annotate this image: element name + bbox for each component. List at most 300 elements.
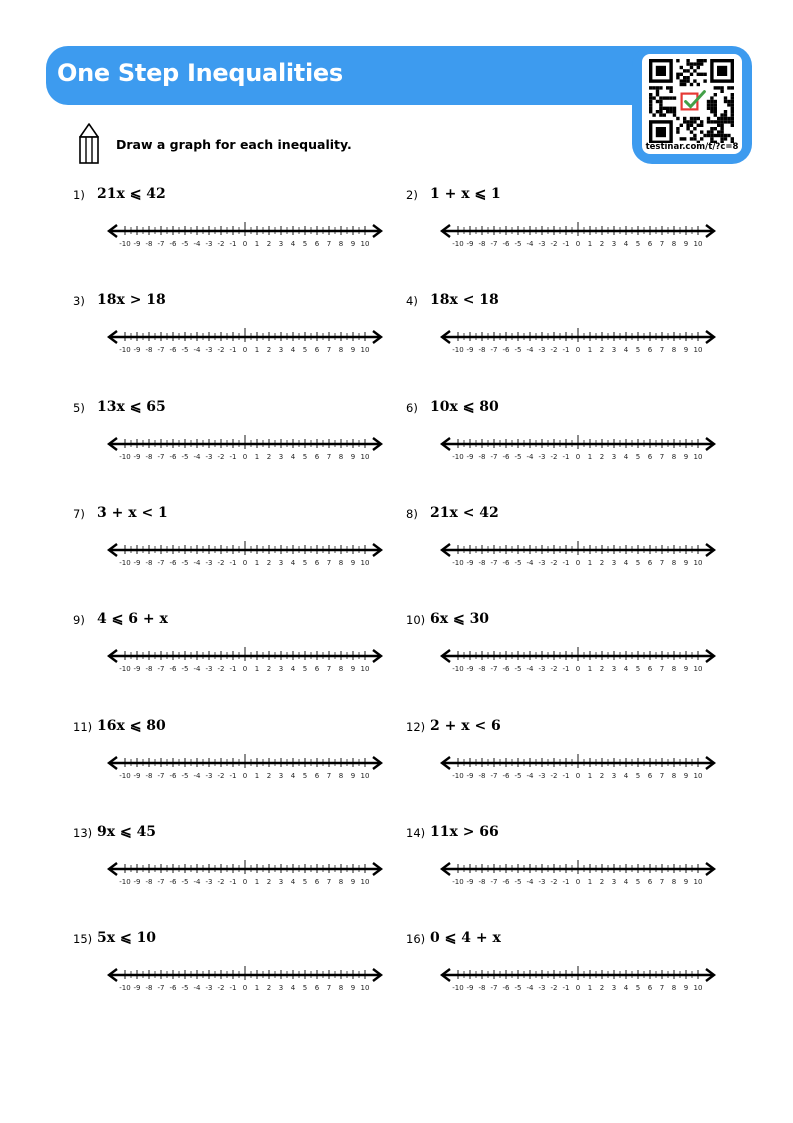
tick-label: 8 bbox=[338, 240, 344, 248]
tick-label: -4 bbox=[526, 240, 534, 248]
qr-module bbox=[683, 83, 686, 86]
qr-module bbox=[683, 69, 686, 72]
tick-label: 7 bbox=[659, 665, 665, 674]
tick-label: 10 bbox=[360, 665, 370, 674]
tick-label: -2 bbox=[550, 984, 558, 993]
tick-label: 1 bbox=[587, 771, 593, 780]
tick-label: 2 bbox=[266, 346, 272, 355]
tick-label: 7 bbox=[659, 240, 665, 248]
tick-label: -5 bbox=[181, 665, 189, 674]
qr-module bbox=[731, 124, 734, 127]
qr-module bbox=[731, 93, 734, 96]
problem-item bbox=[406, 717, 706, 810]
qr-module bbox=[666, 96, 669, 99]
number-line[interactable] bbox=[106, 744, 384, 784]
tick-label: 6 bbox=[647, 452, 653, 461]
qr-module bbox=[652, 113, 655, 116]
tick-label: 5 bbox=[635, 771, 641, 780]
tick-label: 7 bbox=[659, 984, 665, 993]
inequality-expression: 11x > 66 bbox=[430, 823, 499, 840]
tick-label: 0 bbox=[242, 240, 248, 248]
qr-module bbox=[690, 62, 693, 65]
qr-module bbox=[690, 66, 693, 69]
qr-module bbox=[714, 93, 717, 96]
tick-label: -5 bbox=[514, 665, 522, 674]
tick-label: 10 bbox=[360, 558, 370, 567]
tick-label: -2 bbox=[217, 984, 225, 993]
tick-label: 1 bbox=[587, 240, 593, 248]
tick-label: -4 bbox=[526, 771, 534, 780]
qr-module bbox=[683, 137, 686, 140]
qr-module bbox=[697, 73, 700, 76]
tick-label: -6 bbox=[502, 877, 510, 886]
number-line[interactable] bbox=[106, 531, 384, 571]
tick-label: 4 bbox=[623, 452, 629, 461]
qr-module bbox=[683, 76, 686, 79]
qr-module bbox=[669, 96, 672, 99]
number-line[interactable] bbox=[439, 850, 717, 890]
tick-label: -9 bbox=[133, 346, 141, 355]
tick-label: -6 bbox=[502, 771, 510, 780]
tick-label: -1 bbox=[229, 558, 237, 567]
tick-label: -7 bbox=[157, 558, 165, 567]
inequality-expression: 1 + x ⩽ 1 bbox=[430, 186, 501, 202]
tick-label: -9 bbox=[133, 240, 141, 248]
problem-number: 10) bbox=[406, 613, 426, 628]
tick-label: 2 bbox=[599, 877, 605, 886]
qr-module bbox=[676, 117, 679, 120]
tick-label: -5 bbox=[181, 452, 189, 461]
tick-label: -6 bbox=[169, 346, 177, 355]
tick-label: -9 bbox=[466, 984, 474, 993]
tick-label: 7 bbox=[326, 558, 332, 567]
tick-label: 8 bbox=[671, 771, 677, 780]
tick-label: -2 bbox=[217, 771, 225, 780]
tick-label: 4 bbox=[290, 771, 296, 780]
tick-label: 2 bbox=[599, 665, 605, 674]
tick-label: -5 bbox=[514, 771, 522, 780]
tick-label: 5 bbox=[635, 240, 641, 248]
qr-module bbox=[731, 120, 734, 123]
tick-label: -4 bbox=[193, 984, 201, 993]
tick-label: 5 bbox=[302, 452, 308, 461]
tick-label: 10 bbox=[693, 240, 703, 248]
qr-module bbox=[686, 127, 689, 130]
tick-label: 6 bbox=[314, 452, 320, 461]
tick-label: -7 bbox=[490, 452, 498, 461]
qr-module bbox=[676, 127, 679, 130]
tick-label: -7 bbox=[157, 877, 165, 886]
qr-module bbox=[673, 110, 676, 113]
tick-label: -10 bbox=[119, 665, 131, 674]
qr-module bbox=[680, 73, 683, 76]
tick-label: 4 bbox=[290, 452, 296, 461]
tick-label: -4 bbox=[193, 877, 201, 886]
qr-module bbox=[652, 96, 655, 99]
qr-module bbox=[697, 124, 700, 127]
tick-label: 5 bbox=[302, 346, 308, 355]
qr-module bbox=[700, 137, 703, 140]
number-line[interactable] bbox=[106, 318, 384, 358]
tick-label: 8 bbox=[338, 665, 344, 674]
tick-label: -8 bbox=[145, 984, 153, 993]
tick-label: -9 bbox=[466, 771, 474, 780]
tick-label: -1 bbox=[229, 771, 237, 780]
tick-label: -7 bbox=[490, 240, 498, 248]
qr-module bbox=[724, 120, 727, 123]
tick-label: 0 bbox=[575, 346, 581, 355]
tick-label: -10 bbox=[452, 558, 464, 567]
number-line[interactable] bbox=[439, 318, 717, 358]
tick-label: -7 bbox=[490, 771, 498, 780]
problem-number: 12) bbox=[406, 719, 426, 734]
qr-module bbox=[690, 124, 693, 127]
qr-module bbox=[724, 100, 727, 103]
qr-module bbox=[710, 96, 713, 99]
number-line[interactable] bbox=[106, 956, 384, 996]
tick-label: -1 bbox=[562, 984, 570, 993]
qr-module bbox=[720, 137, 723, 140]
tick-label: -6 bbox=[502, 665, 510, 674]
qr-module bbox=[727, 100, 730, 103]
problem-item bbox=[406, 504, 706, 597]
qr-module bbox=[697, 59, 700, 62]
qr-url[interactable]: testinar.com/t/?c=8 bbox=[645, 142, 739, 152]
tick-label: -7 bbox=[157, 665, 165, 674]
tick-label: -8 bbox=[478, 346, 486, 355]
tick-label: 4 bbox=[623, 346, 629, 355]
tick-label: -2 bbox=[550, 558, 558, 567]
qr-module bbox=[710, 103, 713, 106]
tick-label: -1 bbox=[562, 240, 570, 248]
tick-label: -5 bbox=[514, 877, 522, 886]
tick-label: 9 bbox=[350, 984, 356, 993]
tick-label: 7 bbox=[326, 877, 332, 886]
qr-module bbox=[724, 96, 727, 99]
tick-label: -9 bbox=[466, 346, 474, 355]
problem-item bbox=[406, 294, 706, 384]
tick-label: -5 bbox=[181, 877, 189, 886]
qr-module bbox=[690, 73, 693, 76]
tick-label: 7 bbox=[326, 771, 332, 780]
tick-label: -1 bbox=[562, 665, 570, 674]
qr-module bbox=[714, 103, 717, 106]
tick-label: 9 bbox=[683, 877, 689, 886]
qr-module bbox=[710, 107, 713, 110]
qr-module bbox=[707, 100, 710, 103]
tick-label: -2 bbox=[217, 240, 225, 248]
tick-label: 6 bbox=[314, 877, 320, 886]
tick-label: 0 bbox=[575, 240, 581, 248]
tick-label: 3 bbox=[611, 771, 617, 780]
number-line[interactable] bbox=[106, 425, 384, 465]
qr-module bbox=[707, 103, 710, 106]
qr-module bbox=[683, 79, 686, 82]
qr-module bbox=[652, 86, 655, 89]
tick-label: 10 bbox=[693, 665, 703, 674]
tick-label: -1 bbox=[229, 984, 237, 993]
tick-label: -8 bbox=[478, 240, 486, 248]
tick-label: -3 bbox=[538, 452, 546, 461]
inequality-expression: 6x ⩽ 30 bbox=[430, 611, 490, 628]
tick-label: 4 bbox=[623, 877, 629, 886]
qr-code-icon[interactable] bbox=[649, 59, 735, 143]
tick-label: 10 bbox=[360, 984, 370, 993]
qr-module bbox=[707, 134, 710, 137]
tick-label: 0 bbox=[575, 984, 581, 993]
qr-module bbox=[717, 134, 720, 137]
tick-label: -10 bbox=[119, 346, 131, 355]
qr-module bbox=[727, 120, 730, 123]
tick-label: -5 bbox=[514, 984, 522, 993]
tick-label: 5 bbox=[635, 452, 641, 461]
tick-label: -8 bbox=[478, 771, 486, 780]
problem-number: 1) bbox=[73, 188, 85, 202]
qr-module bbox=[697, 117, 700, 120]
qr-card bbox=[642, 54, 742, 154]
tick-label: 9 bbox=[350, 452, 356, 461]
qr-module bbox=[693, 127, 696, 130]
tick-label: -3 bbox=[538, 346, 546, 355]
tick-label: 9 bbox=[683, 558, 689, 567]
qr-module bbox=[659, 107, 662, 110]
problem-number: 2) bbox=[406, 188, 418, 202]
tick-label: -10 bbox=[452, 452, 464, 461]
qr-module bbox=[693, 134, 696, 137]
tick-label: 7 bbox=[326, 452, 332, 461]
qr-module bbox=[720, 127, 723, 130]
tick-label: 2 bbox=[599, 771, 605, 780]
tick-label: 7 bbox=[659, 877, 665, 886]
qr-module bbox=[714, 110, 717, 113]
tick-label: 3 bbox=[278, 240, 284, 248]
qr-module bbox=[720, 117, 723, 120]
tick-label: -5 bbox=[181, 984, 189, 993]
problem-item bbox=[73, 398, 373, 491]
problem-number: 4) bbox=[406, 294, 418, 309]
tick-label: -9 bbox=[466, 240, 474, 248]
qr-module bbox=[731, 117, 734, 120]
tick-label: -6 bbox=[169, 877, 177, 886]
tick-label: 8 bbox=[671, 558, 677, 567]
tick-label: 7 bbox=[326, 240, 332, 248]
qr-module bbox=[693, 69, 696, 72]
tick-label: 5 bbox=[635, 558, 641, 567]
tick-label: 3 bbox=[278, 452, 284, 461]
tick-label: -5 bbox=[514, 346, 522, 355]
tick-label: 0 bbox=[575, 877, 581, 886]
number-line[interactable] bbox=[439, 212, 717, 252]
number-line[interactable] bbox=[439, 531, 717, 571]
tick-label: 2 bbox=[599, 346, 605, 355]
tick-label: -10 bbox=[452, 665, 464, 674]
tick-label: 9 bbox=[683, 984, 689, 993]
qr-module bbox=[693, 117, 696, 120]
tick-label: -6 bbox=[502, 452, 510, 461]
tick-label: -7 bbox=[157, 240, 165, 248]
qr-module bbox=[717, 86, 720, 89]
qr-module bbox=[686, 69, 689, 72]
tick-label: -4 bbox=[193, 665, 201, 674]
qr-module bbox=[693, 137, 696, 140]
number-line[interactable] bbox=[106, 637, 384, 677]
qr-module bbox=[714, 107, 717, 110]
tick-label: 4 bbox=[290, 665, 296, 674]
tick-label: -9 bbox=[133, 877, 141, 886]
tick-label: 3 bbox=[611, 984, 617, 993]
tick-label: 5 bbox=[302, 558, 308, 567]
number-line[interactable] bbox=[106, 212, 384, 252]
tick-label: -2 bbox=[217, 346, 225, 355]
qr-module bbox=[724, 110, 727, 113]
tick-label: -1 bbox=[229, 346, 237, 355]
inequality-expression: 2 + x < 6 bbox=[430, 717, 501, 734]
qr-module bbox=[731, 103, 734, 106]
tick-label: 5 bbox=[635, 665, 641, 674]
tick-label: -8 bbox=[478, 452, 486, 461]
tick-label: 2 bbox=[266, 665, 272, 674]
problem-number: 8) bbox=[406, 506, 418, 521]
tick-label: -7 bbox=[157, 984, 165, 993]
tick-label: -3 bbox=[205, 452, 213, 461]
tick-label: 6 bbox=[647, 558, 653, 567]
tick-label: 3 bbox=[278, 346, 284, 355]
tick-label: 3 bbox=[278, 877, 284, 886]
tick-label: 0 bbox=[242, 771, 248, 780]
qr-module bbox=[663, 107, 666, 110]
problem-item bbox=[406, 398, 706, 491]
tick-label: -5 bbox=[181, 346, 189, 355]
tick-label: -8 bbox=[145, 771, 153, 780]
number-line[interactable] bbox=[106, 850, 384, 890]
problem-number: 14) bbox=[406, 825, 426, 840]
tick-label: 9 bbox=[350, 558, 356, 567]
tick-label: 0 bbox=[242, 984, 248, 993]
tick-label: 5 bbox=[302, 665, 308, 674]
tick-label: 7 bbox=[326, 984, 332, 993]
tick-label: -7 bbox=[157, 452, 165, 461]
number-line[interactable] bbox=[439, 637, 717, 677]
qr-module bbox=[690, 117, 693, 120]
tick-label: -9 bbox=[133, 665, 141, 674]
qr-module bbox=[676, 76, 679, 79]
problem-item bbox=[406, 932, 706, 1022]
tick-label: 5 bbox=[635, 346, 641, 355]
qr-module bbox=[680, 124, 683, 127]
tick-label: 1 bbox=[254, 665, 260, 674]
qr-module bbox=[724, 113, 727, 116]
tick-label: -3 bbox=[205, 665, 213, 674]
number-line[interactable] bbox=[439, 956, 717, 996]
qr-module bbox=[717, 117, 720, 120]
tick-label: -8 bbox=[145, 665, 153, 674]
tick-label: 3 bbox=[611, 665, 617, 674]
number-line[interactable] bbox=[439, 425, 717, 465]
qr-module bbox=[666, 86, 669, 89]
qr-module bbox=[659, 100, 662, 103]
tick-label: 8 bbox=[671, 240, 677, 248]
tick-label: 3 bbox=[611, 240, 617, 248]
tick-label: 0 bbox=[242, 877, 248, 886]
tick-label: 9 bbox=[683, 771, 689, 780]
qr-module bbox=[710, 110, 713, 113]
tick-label: 7 bbox=[659, 771, 665, 780]
tick-label: -7 bbox=[157, 771, 165, 780]
tick-label: 9 bbox=[683, 346, 689, 355]
tick-label: -6 bbox=[169, 984, 177, 993]
qr-module bbox=[710, 100, 713, 103]
qr-module bbox=[669, 86, 672, 89]
qr-module bbox=[673, 113, 676, 116]
tick-label: 4 bbox=[623, 665, 629, 674]
tick-label: 4 bbox=[290, 984, 296, 993]
tick-label: 4 bbox=[290, 877, 296, 886]
qr-module bbox=[717, 130, 720, 133]
qr-module bbox=[690, 120, 693, 123]
tick-label: -4 bbox=[193, 558, 201, 567]
qr-module bbox=[690, 137, 693, 140]
tick-label: 10 bbox=[360, 240, 370, 248]
tick-label: 4 bbox=[290, 558, 296, 567]
tick-label: -10 bbox=[452, 877, 464, 886]
qr-module bbox=[710, 137, 713, 140]
tick-label: -10 bbox=[452, 771, 464, 780]
tick-label: -1 bbox=[562, 452, 570, 461]
tick-label: -2 bbox=[550, 346, 558, 355]
tick-label: 0 bbox=[242, 665, 248, 674]
tick-label: -9 bbox=[133, 984, 141, 993]
tick-label: 2 bbox=[266, 452, 272, 461]
tick-label: 0 bbox=[575, 558, 581, 567]
problem-number: 11) bbox=[73, 719, 93, 734]
qr-module bbox=[731, 96, 734, 99]
tick-label: 10 bbox=[693, 558, 703, 567]
qr-module bbox=[669, 110, 672, 113]
tick-label: -6 bbox=[502, 346, 510, 355]
tick-label: 6 bbox=[647, 346, 653, 355]
problem-item bbox=[73, 294, 373, 384]
instructions: Draw a graph for each inequality. bbox=[116, 137, 352, 152]
inequality-expression: 10x ⩽ 80 bbox=[430, 398, 499, 415]
tick-label: -10 bbox=[119, 984, 131, 993]
tick-label: 2 bbox=[599, 452, 605, 461]
qr-module bbox=[714, 100, 717, 103]
qr-module bbox=[710, 120, 713, 123]
qr-module bbox=[724, 117, 727, 120]
tick-label: -6 bbox=[169, 665, 177, 674]
inequality-expression: 0 ⩽ 4 + x bbox=[430, 930, 501, 947]
problem-item bbox=[73, 613, 373, 703]
tick-label: 1 bbox=[254, 240, 260, 248]
qr-module bbox=[731, 110, 734, 113]
qr-module bbox=[720, 120, 723, 123]
tick-label: -5 bbox=[514, 452, 522, 461]
tick-label: 3 bbox=[278, 771, 284, 780]
qr-module bbox=[710, 130, 713, 133]
qr-module bbox=[717, 124, 720, 127]
tick-label: -9 bbox=[133, 771, 141, 780]
number-line[interactable] bbox=[439, 744, 717, 784]
tick-label: -3 bbox=[538, 665, 546, 674]
tick-label: 1 bbox=[254, 877, 260, 886]
problem-number: 7) bbox=[73, 506, 85, 521]
tick-label: -4 bbox=[526, 452, 534, 461]
inequality-expression: 18x > 18 bbox=[97, 292, 166, 309]
tick-label: 6 bbox=[647, 240, 653, 248]
qr-module bbox=[700, 73, 703, 76]
tick-label: 5 bbox=[302, 771, 308, 780]
tick-label: 7 bbox=[326, 346, 332, 355]
